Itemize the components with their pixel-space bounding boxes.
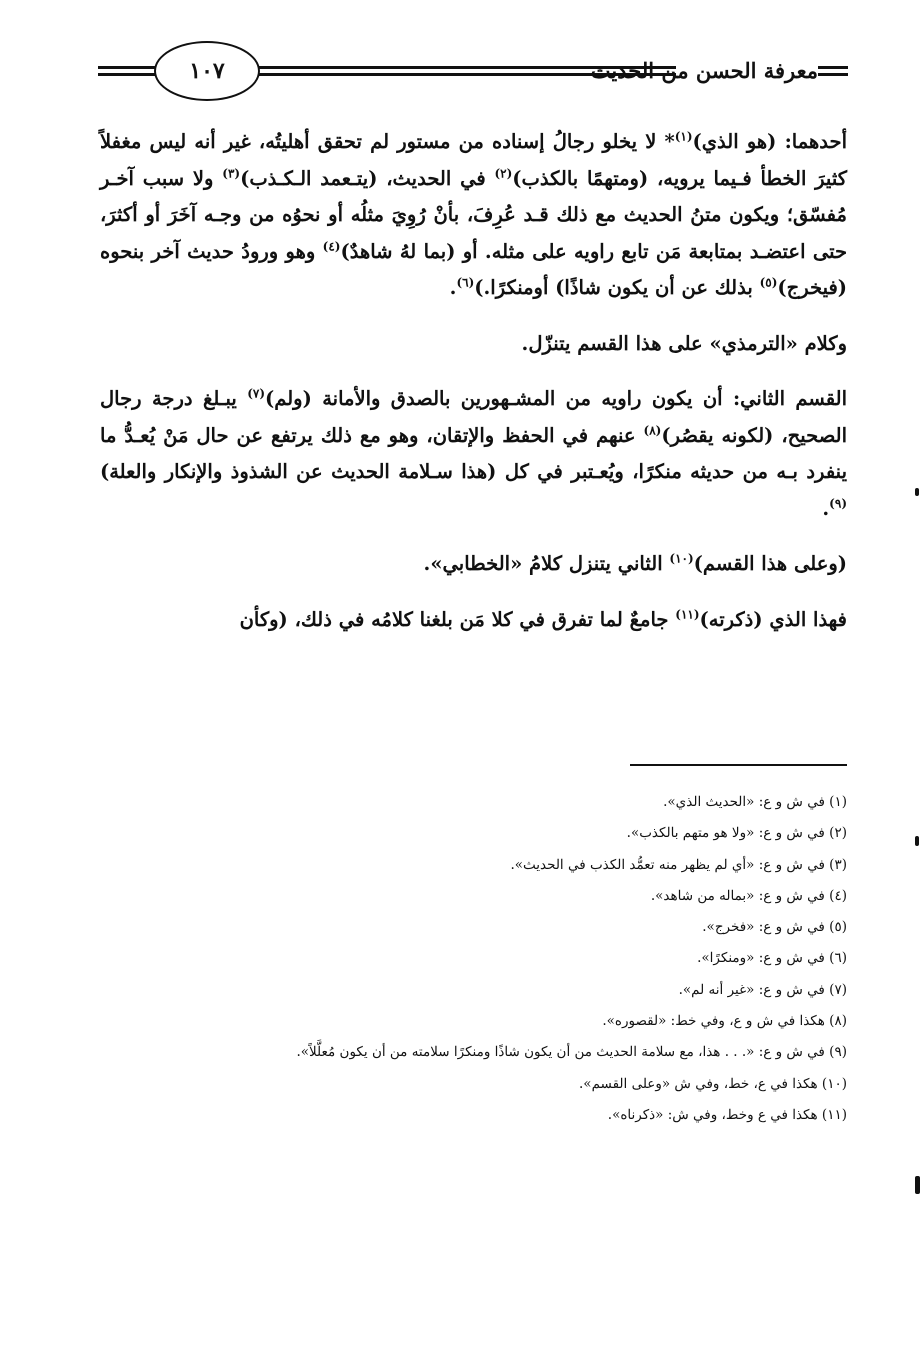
scan-edge-mark [915, 1176, 920, 1194]
header-rule [818, 73, 848, 76]
footnote-ref[interactable]: (٩) [829, 496, 847, 510]
text-segment: جامعٌ لما تفرق في كلا مَن بلغنا كلامُه في ذلك، (وكأن [239, 607, 676, 631]
text-segment: الثاني يتنزل كلامُ «الخطابي». [423, 552, 670, 575]
footnote: (٢) في ش و ع: «ولا هو متهم بالكذب». [626, 825, 847, 842]
footnote: (٥) في ش و ع: «فخرج». [702, 919, 847, 936]
text-segment: وهو ورودُ حديث آخر بنحوه (فيخرج) [100, 239, 847, 299]
main-text [100, 124, 847, 657]
text-segment: . [449, 276, 457, 299]
header-rule [98, 73, 162, 76]
text-segment: القسم الثاني: أن يكون راويه من المشـهورين بالصدق والأمانة (ولم) [265, 387, 847, 410]
footnotes [100, 792, 847, 1136]
footnote: (١٠) هكذا في ع، خط، وفي ش «وعلى القسم». [579, 1075, 847, 1092]
footnote-ref[interactable]: (١) [674, 129, 693, 144]
footnote-ref[interactable]: (٤) [322, 239, 341, 253]
paragraph-tirmidhi [100, 326, 847, 363]
text-segment: . [822, 496, 830, 520]
text-segment: وكلام «الترمذي» على هذا القسم يتنزّل. [521, 331, 847, 355]
text-segment: (وعلى هذا القسم) [693, 552, 847, 575]
header-rule [98, 66, 162, 69]
footnote: (٦) في ش و ع: «ومنكرًا». [697, 950, 847, 967]
footnote: (١) في ش و ع: «الحديث الذي». [663, 794, 847, 810]
footnote: (٤) في ش و ع: «بماله من شاهد». [650, 887, 847, 904]
text-segment: * لا يخلو رجالُ إسناده من مستور لم تحقق أهليتُه، غير أنه ليس مغفلاً كثيرَ الخطأ فـيما يرويه، (ومتهمًا بالكذب) [100, 130, 847, 190]
footnote: (٧) في ش و ع: «غير أنه لم». [678, 981, 847, 998]
footnote-separator [630, 764, 847, 766]
text-segment: ولا سبب آخـر مُفسّق؛ ويكون متنُ الحديث مع ذلك قـد عُرِفَ، بأنْ رُوِيَ مثلُه أو نحوُه من وجـه آخَرَ أو أكثرَ، حتى اعتضـد بمتابعة مَن تابع راويه على مثله. أو (بما لهُ شاهدٌ) [100, 166, 848, 263]
text-segment: في الحديث، (يتـعمد الـكـذب) [240, 166, 495, 190]
footnote-ref[interactable]: (٣) [222, 166, 241, 180]
scan-edge-mark [915, 836, 919, 846]
text-segment: فهذا الذي (ذكرته) [699, 607, 847, 631]
paragraph-khattabi [100, 546, 847, 583]
footnote-ref[interactable]: (٧) [247, 386, 266, 401]
paragraph-summary [100, 602, 847, 639]
text-segment: يبـلغ درجة رجال الصحيح، (لكونه يقصُر) [100, 387, 847, 447]
footnote: (١١) هكذا في ع وخط، وفي ش: «ذكرناه». [607, 1106, 847, 1123]
footnote-ref[interactable]: (٦) [456, 275, 475, 290]
footnote-ref[interactable]: (٨) [643, 423, 662, 437]
text-segment: أحدهما: (هو الذي) [692, 130, 847, 153]
footnote: (٣) في ش و ع: «أي لم يظهر منه تعمُّد الكذب في الحديث». [510, 856, 847, 873]
footnote-ref[interactable]: (١٠) [669, 551, 694, 566]
page-number: ١٠٧ [154, 41, 260, 101]
text-segment: بذلك عن أن يكون شاذًا) أومنكرًا.) [474, 276, 760, 299]
header-rule [818, 66, 848, 69]
paragraph-second-type [100, 381, 847, 527]
paragraph-first-type [100, 124, 847, 307]
footnote: (٨) هكذا في ش و ع، وفي خط: «لقصوره». [602, 1013, 847, 1030]
page-header [98, 38, 848, 104]
footnote: (٩) في ش و ع: «. . . هذا، مع سلامة الحديث من أن يكون شاذًا ومنكرًا سلامته من أن يكون مُعلَّلاً». [296, 1044, 847, 1061]
footnote-ref[interactable]: (١١) [675, 607, 700, 621]
scan-edge-mark [915, 488, 919, 496]
running-title: معرفة الحسن من الحديث [676, 54, 818, 88]
footnote-ref[interactable]: (٥) [759, 275, 778, 290]
text-segment: عنهم في الحفظ والإتقان، وهو مع ذلك يرتفع عن حال مَنْ يُعـدُّ ما ينفرد بـه من حديثه منكرًا، ويُعـتبر في كل (هذا سـلامة الحديث عن الشذوذ والإنكار والعلة) [100, 423, 847, 483]
footnote-ref[interactable]: (٢) [494, 166, 513, 180]
